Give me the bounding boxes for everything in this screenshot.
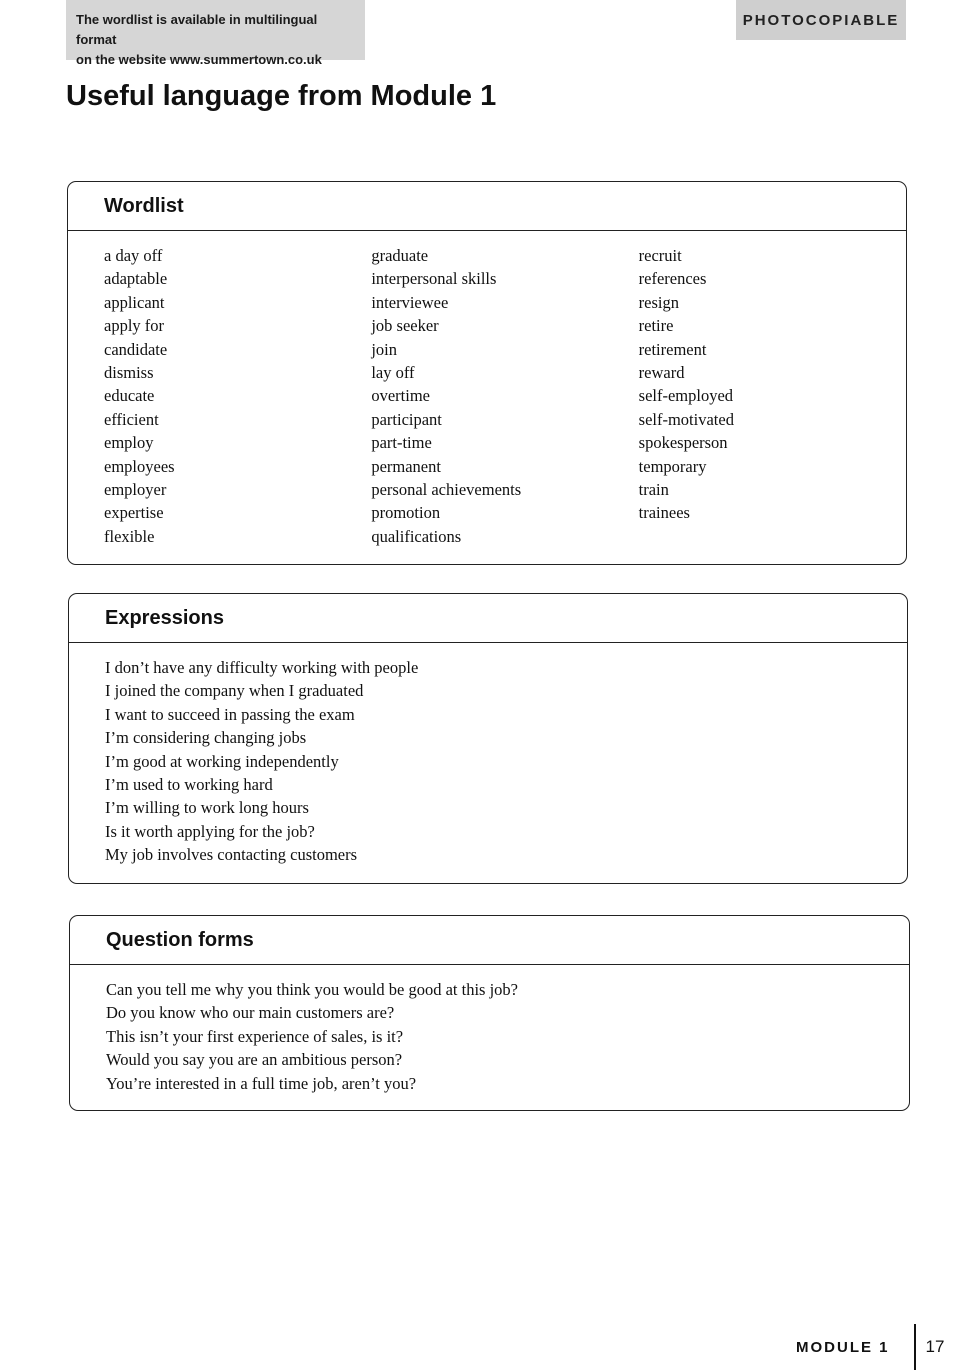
wordlist-column [104, 244, 371, 548]
question-forms-heading: Question forms [106, 928, 254, 951]
banner-line-1: The wordlist is available in multilingual format [76, 12, 318, 47]
wordlist-term: flexible [104, 526, 155, 546]
wordlist-term: a day off [104, 246, 163, 265]
question-item: You’re interested in a full time job, aren’t you? [106, 1073, 417, 1093]
wordlist-term: employer [104, 480, 167, 500]
question-item: Do you know who our main customers are? [106, 1003, 395, 1023]
wordlist-term: recruit [638, 246, 682, 265]
question-item: Can you tell me why you think you would be good at this job? [106, 980, 519, 999]
wordlist-term: permanent [371, 456, 441, 476]
page-title: Useful language from Module 1 [66, 80, 497, 112]
question-forms-body [70, 965, 909, 1095]
question-forms-header [70, 916, 909, 965]
wordlist-term: personal achievements [371, 480, 522, 500]
wordlist-term: references [638, 269, 707, 289]
wordlist-term: resign [638, 292, 679, 312]
wordlist-term: apply for [104, 316, 165, 336]
question-forms-panel [69, 915, 910, 1111]
wordlist-term: overtime [371, 386, 430, 406]
question-item: This isn’t your first experience of sales, is it? [106, 1026, 404, 1046]
question-item: Would you say you are an ambitious person? [106, 1050, 403, 1070]
expressions-heading: Expressions [105, 606, 224, 629]
expression-item: I want to succeed in passing the exam [105, 704, 355, 724]
website-note-banner [66, 0, 365, 67]
wordlist-term: job seeker [371, 316, 439, 336]
wordlist-term: candidate [104, 339, 168, 359]
wordlist-term: trainees [638, 503, 690, 523]
wordlist-term: qualifications [371, 526, 462, 546]
footer-divider [914, 1324, 916, 1370]
wordlist-body [68, 231, 906, 548]
expression-item: I’m used to working hard [105, 775, 273, 795]
expressions-panel [68, 593, 908, 884]
wordlist-term: graduate [371, 246, 429, 265]
wordlist-term: employ [104, 433, 154, 453]
wordlist-term: self-motivated [638, 409, 734, 429]
wordlist-term: retirement [638, 339, 707, 359]
wordlist-heading: Wordlist [104, 194, 184, 217]
wordlist-term: join [371, 339, 397, 359]
wordlist-term: temporary [638, 456, 707, 476]
wordlist-term: educate [104, 386, 155, 406]
expression-item: I joined the company when I graduated [105, 681, 364, 701]
banner-line-2: on the website www.summertown.co.uk [76, 52, 322, 67]
module-label: MODULE 1 [796, 1338, 890, 1356]
wordlist-header [68, 182, 906, 231]
page-number: 17 [925, 1337, 945, 1356]
expressions-body [69, 643, 907, 867]
wordlist-term: self-employed [638, 386, 734, 406]
wordlist-term: applicant [104, 292, 165, 312]
wordlist-column [371, 244, 638, 548]
wordlist-term: expertise [104, 503, 164, 523]
wordlist-term: interpersonal skills [371, 269, 497, 289]
wordlist-term: employees [104, 456, 175, 476]
wordlist-term: efficient [104, 409, 159, 429]
wordlist-term: interviewee [371, 292, 449, 312]
wordlist-term: promotion [371, 503, 441, 523]
wordlist-panel [67, 181, 907, 565]
expressions-header [69, 594, 907, 643]
wordlist-term: dismiss [104, 363, 154, 383]
wordlist-term: retire [638, 316, 674, 336]
wordlist-term: part-time [371, 433, 432, 453]
expression-item: I’m good at working independently [105, 751, 339, 771]
wordlist-term: train [638, 480, 669, 500]
expression-item: I’m considering changing jobs [105, 728, 307, 748]
photocopiable-label: PHOTOCOPIABLE [736, 0, 906, 40]
page-footer [796, 1324, 944, 1370]
expression-item: My job involves contacting customers [105, 845, 358, 865]
wordlist-term: spokesperson [638, 433, 728, 453]
expression-item: I’m willing to work long hours [105, 798, 309, 818]
wordlist-term: reward [638, 363, 685, 383]
wordlist-term: adaptable [104, 269, 168, 289]
wordlist-term: lay off [371, 363, 415, 383]
wordlist-column [639, 244, 906, 548]
wordlist-term: participant [371, 409, 442, 429]
expression-item: Is it worth applying for the job? [105, 821, 315, 841]
expression-item: I don’t have any difficulty working with people [105, 658, 419, 677]
